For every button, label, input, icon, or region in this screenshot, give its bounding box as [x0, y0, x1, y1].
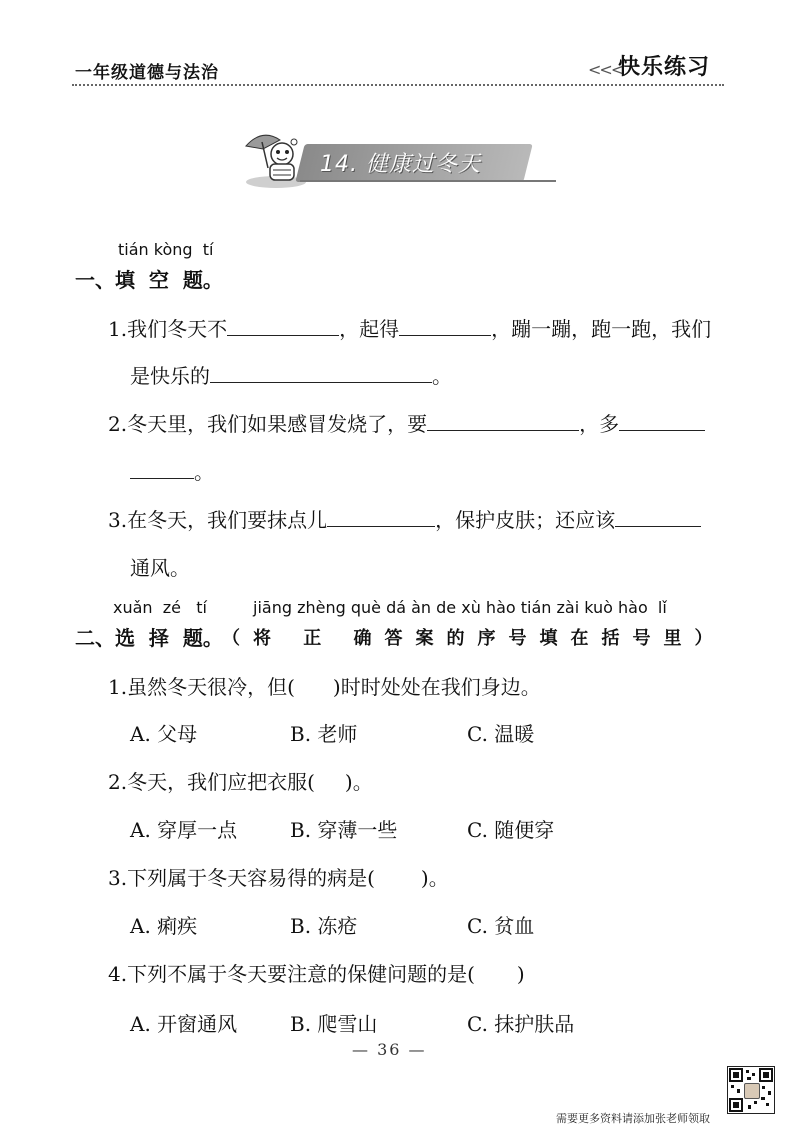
page-number: — 36 — [352, 1040, 427, 1059]
section2-pinyin-title: xuǎn zé tí [113, 598, 207, 617]
section2-instruction: （将 正 确答案的序号填在括号里） [222, 628, 726, 649]
question-text: ，保护皮肤；还应该 [435, 508, 616, 532]
question-1-1 [108, 313, 711, 342]
option-a[interactable]: A. 穿厚一点 [130, 818, 238, 842]
question-number: 3. [108, 866, 128, 890]
section2-pinyin-note: jiāng zhèng què dá àn de xù hào tián zài kuò hào lǐ [253, 598, 667, 617]
answer-blank[interactable] [227, 317, 339, 336]
question-text: 冬天里，我们如果感冒发烧了，要 [127, 412, 428, 436]
series-title: 快乐练习 [618, 55, 711, 80]
question-text: 下列属于冬天容易得的病是( [127, 866, 375, 890]
lesson-title: 14. 健康过冬天 [320, 152, 481, 177]
option-a[interactable]: A. 开窗通风 [130, 1012, 238, 1036]
question-1-1-cont [130, 360, 452, 389]
option-a[interactable]: A. 痢疾 [130, 914, 198, 938]
question-text: 。 [194, 460, 214, 484]
answer-blank[interactable] [427, 412, 579, 431]
section1-pinyin: tián kòng tí [118, 240, 214, 259]
question-2-3 [108, 862, 449, 891]
question-number: 2. [108, 770, 128, 794]
question-text: 下列不属于冬天要注意的保健问题的是( [127, 962, 475, 986]
option-a[interactable]: A. 父母 [130, 722, 198, 746]
question-number: 4. [108, 962, 128, 986]
question-text: ) [516, 962, 525, 986]
question-number: 3. [108, 508, 128, 532]
avatar [744, 1083, 760, 1099]
question-text: )。 [420, 866, 449, 890]
question-text: ，蹦一蹦，跑一跑，我们 [491, 317, 712, 341]
question-text: ，多 [579, 412, 620, 436]
question-number: 1. [108, 675, 128, 699]
question-text: 我们冬天不 [127, 317, 228, 341]
option-c[interactable]: C. 抹护肤品 [467, 1012, 575, 1036]
answer-blank[interactable] [327, 508, 435, 527]
option-b[interactable]: B. 冻疮 [290, 914, 358, 938]
question-text: ，起得 [339, 317, 400, 341]
subject-label: 一年级道德与法治 [75, 63, 219, 83]
question-text: 虽然冬天很冷，但( [127, 675, 295, 699]
question-1-2 [108, 408, 705, 437]
question-text: 在冬天，我们要抹点儿 [127, 508, 328, 532]
question-2-2 [108, 766, 373, 795]
question-text: )时时处处在我们身边。 [332, 675, 541, 699]
question-1-3-cont: 通风。 [130, 556, 190, 580]
question-text: 冬天，我们应把衣服( [127, 770, 315, 794]
section1-title: 一、填 空 题。 [75, 268, 223, 292]
option-c[interactable]: C. 随便穿 [467, 818, 555, 842]
question-text: 。 [432, 364, 452, 388]
question-2-4 [108, 958, 525, 987]
answer-blank[interactable] [619, 412, 705, 431]
question-1-2-cont [130, 456, 214, 485]
answer-blank[interactable] [130, 460, 194, 479]
question-number: 2. [108, 412, 128, 436]
option-c[interactable]: C. 贫血 [467, 914, 535, 938]
question-1-3 [108, 504, 701, 533]
answer-blank[interactable] [399, 317, 491, 336]
answer-blank[interactable] [210, 364, 432, 383]
option-c[interactable]: C. 温暖 [467, 722, 535, 746]
option-b[interactable]: B. 穿薄一些 [290, 818, 398, 842]
question-text: )。 [344, 770, 373, 794]
footer-note: 需要更多资料请添加张老师领取 [556, 1112, 710, 1125]
section2-title: 二、选 择 题。 [75, 626, 223, 650]
header-divider [72, 84, 724, 86]
option-b[interactable]: B. 老师 [290, 722, 358, 746]
question-2-1 [108, 671, 541, 700]
question-text: 是快乐的 [130, 364, 210, 388]
lesson-banner-underline [300, 180, 556, 182]
chevron-left-icon: <<< [588, 60, 623, 79]
question-number: 1. [108, 317, 128, 341]
answer-blank[interactable] [615, 508, 701, 527]
option-b[interactable]: B. 爬雪山 [290, 1012, 378, 1036]
